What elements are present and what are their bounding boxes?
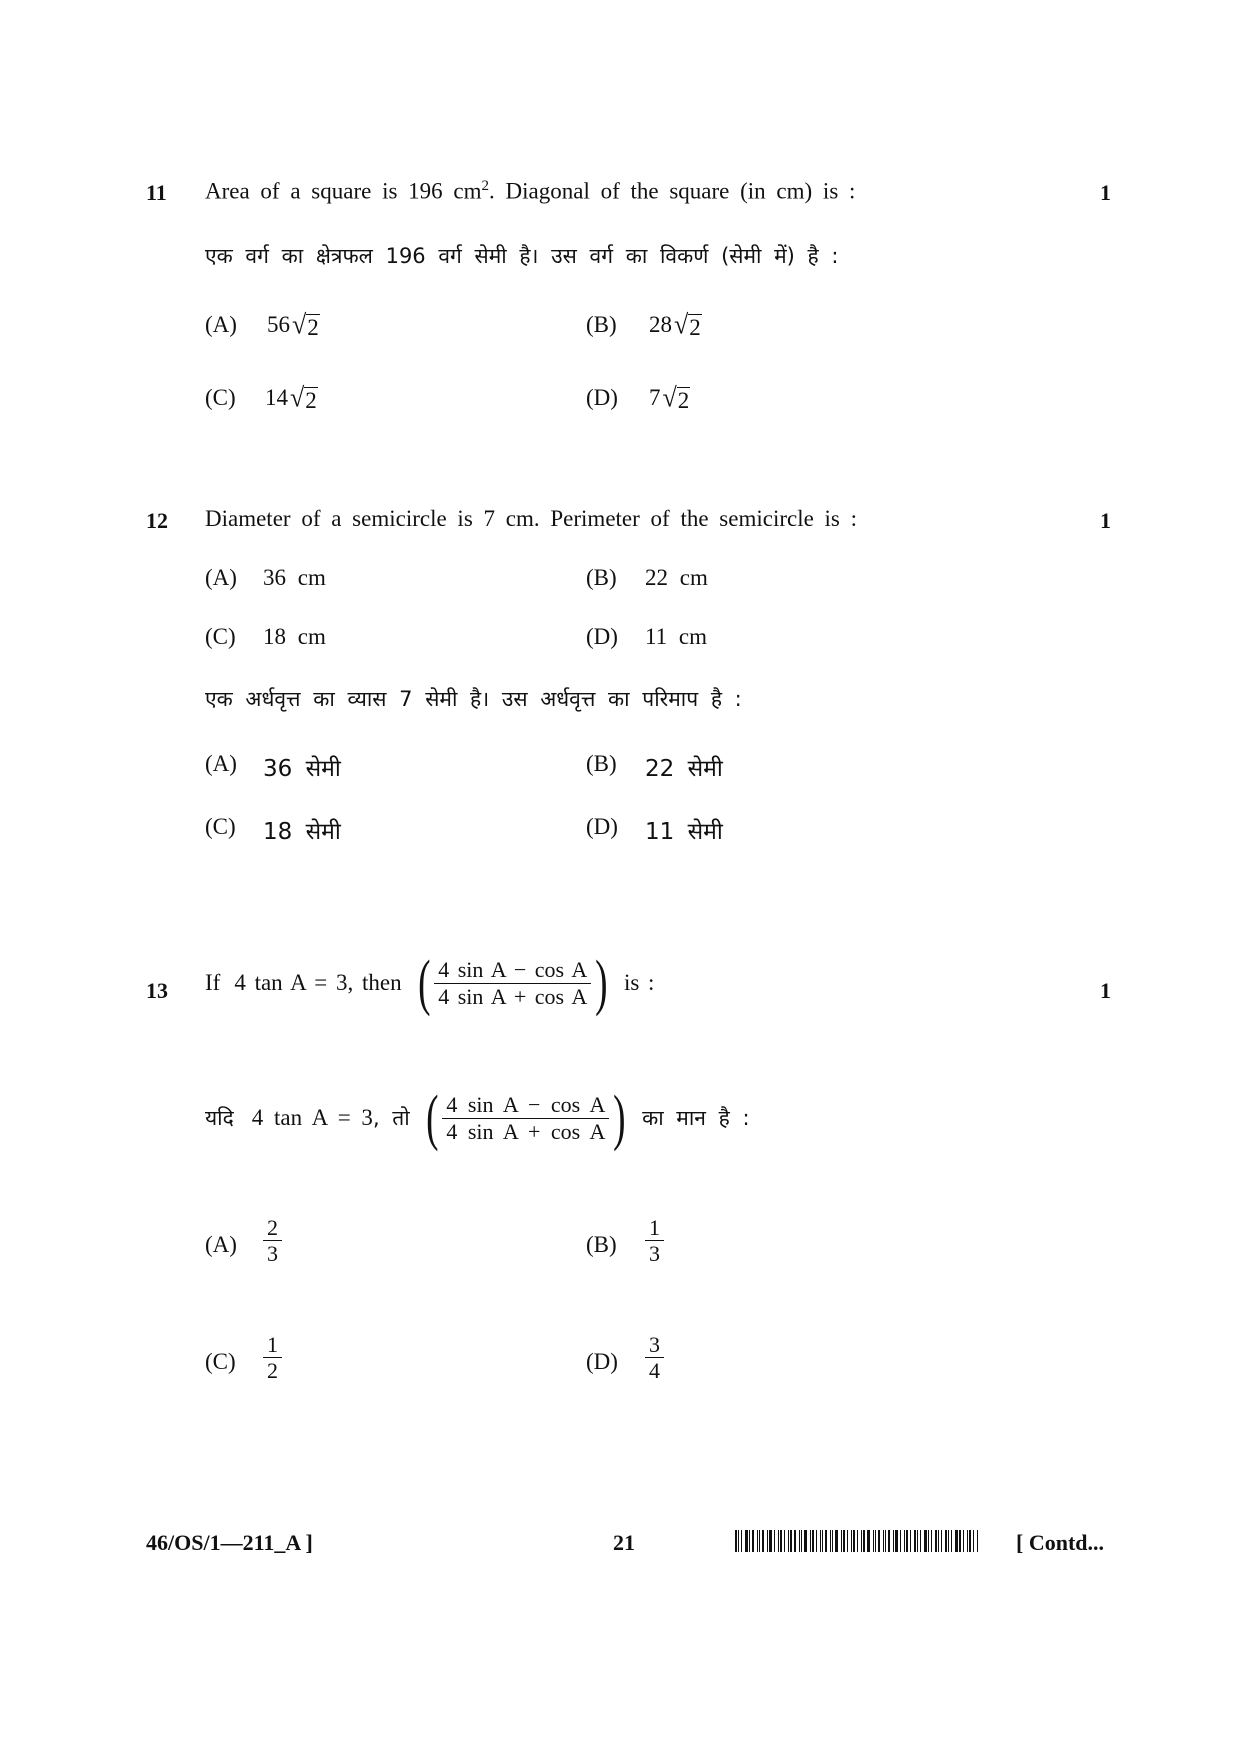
barcode-bar xyxy=(752,1530,754,1552)
barcode-bar xyxy=(857,1530,858,1552)
q11-option-d-label: (D) xyxy=(586,385,618,410)
barcode-bar xyxy=(920,1530,921,1552)
q11-option-b-label: (B) xyxy=(586,312,617,337)
barcode-bar xyxy=(741,1530,742,1552)
q13-option-b-label: (B) xyxy=(586,1232,617,1257)
barcode-bar xyxy=(895,1530,898,1552)
question-11-text-en xyxy=(205,178,855,205)
barcode-bar xyxy=(963,1530,964,1552)
q13-option-b-value xyxy=(645,1215,664,1267)
q13-option-d-value xyxy=(645,1332,664,1384)
q11-option-d-value xyxy=(649,382,690,413)
barcode-bar xyxy=(893,1530,894,1552)
q13-option-c-value xyxy=(263,1332,282,1384)
q13-hi-tail: का मान है : xyxy=(642,1106,750,1130)
footer-contd: [ Contd... xyxy=(1016,1530,1105,1555)
left-paren-icon: ( xyxy=(425,1084,439,1152)
q12-option-a-label: (A) xyxy=(205,565,237,590)
barcode-bar xyxy=(928,1530,929,1552)
q12-hi-option-a-label: (A) xyxy=(205,751,237,776)
barcode-bar xyxy=(853,1530,855,1552)
q12-hi-option-c-value: 18 सेमी xyxy=(263,819,341,845)
q11-option-b-value xyxy=(649,309,702,340)
q13-hi-denominator: 4 sin A + cos A xyxy=(442,1118,609,1144)
barcode-bar xyxy=(867,1530,870,1552)
q11-option-c-radicand: 2 xyxy=(305,388,317,413)
barcode-bar xyxy=(847,1530,848,1552)
barcode-bar xyxy=(977,1530,978,1552)
barcode-bar xyxy=(749,1530,750,1552)
barcode-bar xyxy=(745,1530,748,1552)
barcode-bar xyxy=(935,1530,937,1552)
barcode-bar xyxy=(906,1530,908,1552)
barcode-bar xyxy=(861,1530,862,1552)
barcode-bar xyxy=(738,1530,739,1552)
question-11-text-hi: एक वर्ग का क्षेत्रफल 196 वर्ग सेमी है। उस वर्ग का विकर्ण (सेमी में) है : xyxy=(205,244,839,268)
q13-en-then: , then xyxy=(347,970,402,995)
barcode-bar xyxy=(784,1530,785,1552)
q12-option-a-value: 36 cm xyxy=(263,565,326,590)
barcode-bar xyxy=(799,1530,800,1552)
barcode-bar xyxy=(794,1530,796,1552)
q11-option-a-value xyxy=(267,309,320,340)
q12-option-b-value: 22 cm xyxy=(645,565,708,590)
barcode-bar xyxy=(801,1530,802,1552)
q11-option-c-value xyxy=(265,382,318,413)
barcode-bar xyxy=(767,1530,768,1552)
barcode-bar xyxy=(941,1530,942,1552)
q13-option-c-num: 1 xyxy=(267,1332,278,1357)
barcode-bar xyxy=(967,1530,968,1552)
q11-option-b-radicand: 2 xyxy=(689,315,701,340)
barcode-bar xyxy=(938,1530,939,1552)
barcode-bar xyxy=(888,1530,890,1552)
question-13-text-en xyxy=(205,947,654,1019)
q12-option-c-value: 18 cm xyxy=(263,624,326,649)
barcode-bar xyxy=(820,1530,821,1552)
q13-condition: 4 tan A = 3 xyxy=(234,970,348,995)
question-12-number: 12 xyxy=(146,508,168,533)
barcode-bar xyxy=(910,1530,911,1552)
q11-option-c-coef: 14 xyxy=(265,385,288,410)
question-13-text-hi xyxy=(205,1082,750,1154)
barcode-bar xyxy=(825,1530,827,1552)
barcode-bar xyxy=(832,1530,833,1552)
barcode-bar xyxy=(812,1530,814,1552)
barcode-bar xyxy=(917,1530,918,1552)
barcode-bar xyxy=(757,1530,758,1552)
question-13-marks: 1 xyxy=(1100,978,1111,1003)
question-13-number: 13 xyxy=(146,978,168,1003)
barcode-bar xyxy=(804,1530,807,1552)
q13-option-a-value xyxy=(263,1215,282,1267)
barcode-bar xyxy=(863,1530,865,1552)
barcode-bar xyxy=(843,1530,845,1552)
right-paren-icon: ) xyxy=(595,949,608,1017)
q12-option-b-label: (B) xyxy=(586,565,617,590)
barcode-bar xyxy=(790,1530,792,1552)
q11-option-a-coef: 56 xyxy=(267,312,290,337)
barcode-bar xyxy=(951,1530,952,1552)
q12-hi-option-a-value: 36 सेमी xyxy=(263,756,341,782)
barcode-bar xyxy=(904,1530,905,1552)
q11-option-a-radicand: 2 xyxy=(307,315,319,340)
footer-paper-code: 46/OS/1—211_A ] xyxy=(146,1530,313,1555)
barcode-bar xyxy=(873,1530,874,1552)
q13-en-is: is : xyxy=(623,970,655,995)
q11-text-pre: Area of a square is 196 cm xyxy=(205,178,482,204)
q13-hi-if: यदि xyxy=(205,1106,234,1130)
q13-option-b-den: 3 xyxy=(645,1240,664,1266)
question-12-text-hi: एक अर्धवृत्त का व्यास 7 सेमी है। उस अर्धवृत्त का परिमाप है : xyxy=(205,687,742,711)
q11-text-post: . Diagonal of the square (in cm) is : xyxy=(489,178,856,204)
q13-hi-numerator: 4 sin A − cos A xyxy=(446,1092,606,1118)
barcode-bar xyxy=(851,1530,852,1552)
question-12-text-en: Diameter of a semicircle is 7 cm. Perimeter of the semicircle is : xyxy=(205,506,858,531)
question-12-marks: 1 xyxy=(1100,508,1111,533)
q13-option-d-num: 3 xyxy=(649,1332,660,1357)
q12-hi-option-b-value: 22 सेमी xyxy=(645,756,723,782)
barcode-bar xyxy=(778,1530,779,1552)
q13-hi-then: , तो xyxy=(372,1106,410,1130)
barcode-bar xyxy=(841,1530,842,1552)
sqrt-icon: √ xyxy=(290,382,305,413)
q13-hi-condition: 4 tan A = 3 xyxy=(251,1105,373,1130)
q11-option-d-radicand: 2 xyxy=(677,388,690,413)
footer-page-number: 21 xyxy=(613,1530,635,1555)
q11-option-c-label: (C) xyxy=(205,385,236,410)
barcode-bar xyxy=(762,1530,764,1552)
q12-hi-option-d-label: (D) xyxy=(586,814,618,839)
q13-expression xyxy=(414,949,612,1017)
barcode-bar xyxy=(883,1530,884,1552)
q11-option-d-coef: 7 xyxy=(649,385,661,410)
barcode-bar xyxy=(924,1530,927,1552)
barcode-bar xyxy=(969,1530,971,1552)
barcode-bar xyxy=(835,1530,838,1552)
q12-option-d-label: (D) xyxy=(586,624,618,649)
barcode-bar xyxy=(816,1530,817,1552)
barcode-bar xyxy=(875,1530,876,1552)
q12-hi-option-d-value: 11 सेमी xyxy=(645,819,723,845)
q13-en-if: If xyxy=(205,970,221,995)
barcode-bar xyxy=(955,1530,958,1552)
barcode-bar xyxy=(885,1530,886,1552)
q12-option-c-label: (C) xyxy=(205,624,236,649)
sqrt-icon: √ xyxy=(292,309,307,340)
barcode-bar xyxy=(780,1530,782,1552)
q13-option-a-label: (A) xyxy=(205,1232,237,1257)
q13-option-a-num: 2 xyxy=(267,1215,278,1240)
barcode-bar xyxy=(878,1530,880,1552)
q13-denominator: 4 sin A + cos A xyxy=(434,983,591,1009)
barcode-bar xyxy=(900,1530,901,1552)
barcode-bar xyxy=(769,1530,772,1552)
q12-hi-option-b-label: (B) xyxy=(586,751,617,776)
barcode-bar xyxy=(822,1530,823,1552)
right-paren-icon: ) xyxy=(613,1084,626,1152)
barcode-bar xyxy=(931,1530,932,1552)
q13-option-c-label: (C) xyxy=(205,1349,236,1374)
q13-option-d-label: (D) xyxy=(586,1349,618,1374)
barcode-bar xyxy=(945,1530,947,1552)
barcode-bar xyxy=(830,1530,831,1552)
q11-text-sup: 2 xyxy=(481,178,490,194)
q12-hi-option-c-label: (C) xyxy=(205,814,236,839)
left-paren-icon: ( xyxy=(417,949,431,1017)
barcode-bar xyxy=(810,1530,811,1552)
q13-option-a-den: 3 xyxy=(263,1240,282,1266)
sqrt-icon: √ xyxy=(662,382,677,413)
sqrt-icon: √ xyxy=(674,309,689,340)
barcode-bar xyxy=(959,1530,961,1552)
q13-option-b-num: 1 xyxy=(649,1215,660,1240)
q12-option-d-value: 11 cm xyxy=(645,624,707,649)
barcode-bar xyxy=(948,1530,949,1552)
barcode-bar xyxy=(759,1530,760,1552)
barcode-icon xyxy=(735,1530,979,1552)
barcode-bar xyxy=(973,1530,974,1552)
barcode-bar xyxy=(774,1530,775,1552)
barcode-bar xyxy=(788,1530,789,1552)
q13-option-c-den: 2 xyxy=(263,1357,282,1383)
barcode-bar xyxy=(735,1530,737,1552)
q11-option-a-label: (A) xyxy=(205,312,237,337)
q13-option-d-den: 4 xyxy=(645,1357,664,1383)
q13-hi-expression xyxy=(422,1084,630,1152)
q11-option-b-coef: 28 xyxy=(649,312,672,337)
barcode-bar xyxy=(914,1530,916,1552)
q13-numerator: 4 sin A − cos A xyxy=(438,957,588,983)
question-11-number: 11 xyxy=(146,180,167,205)
question-11-marks: 1 xyxy=(1100,180,1111,205)
